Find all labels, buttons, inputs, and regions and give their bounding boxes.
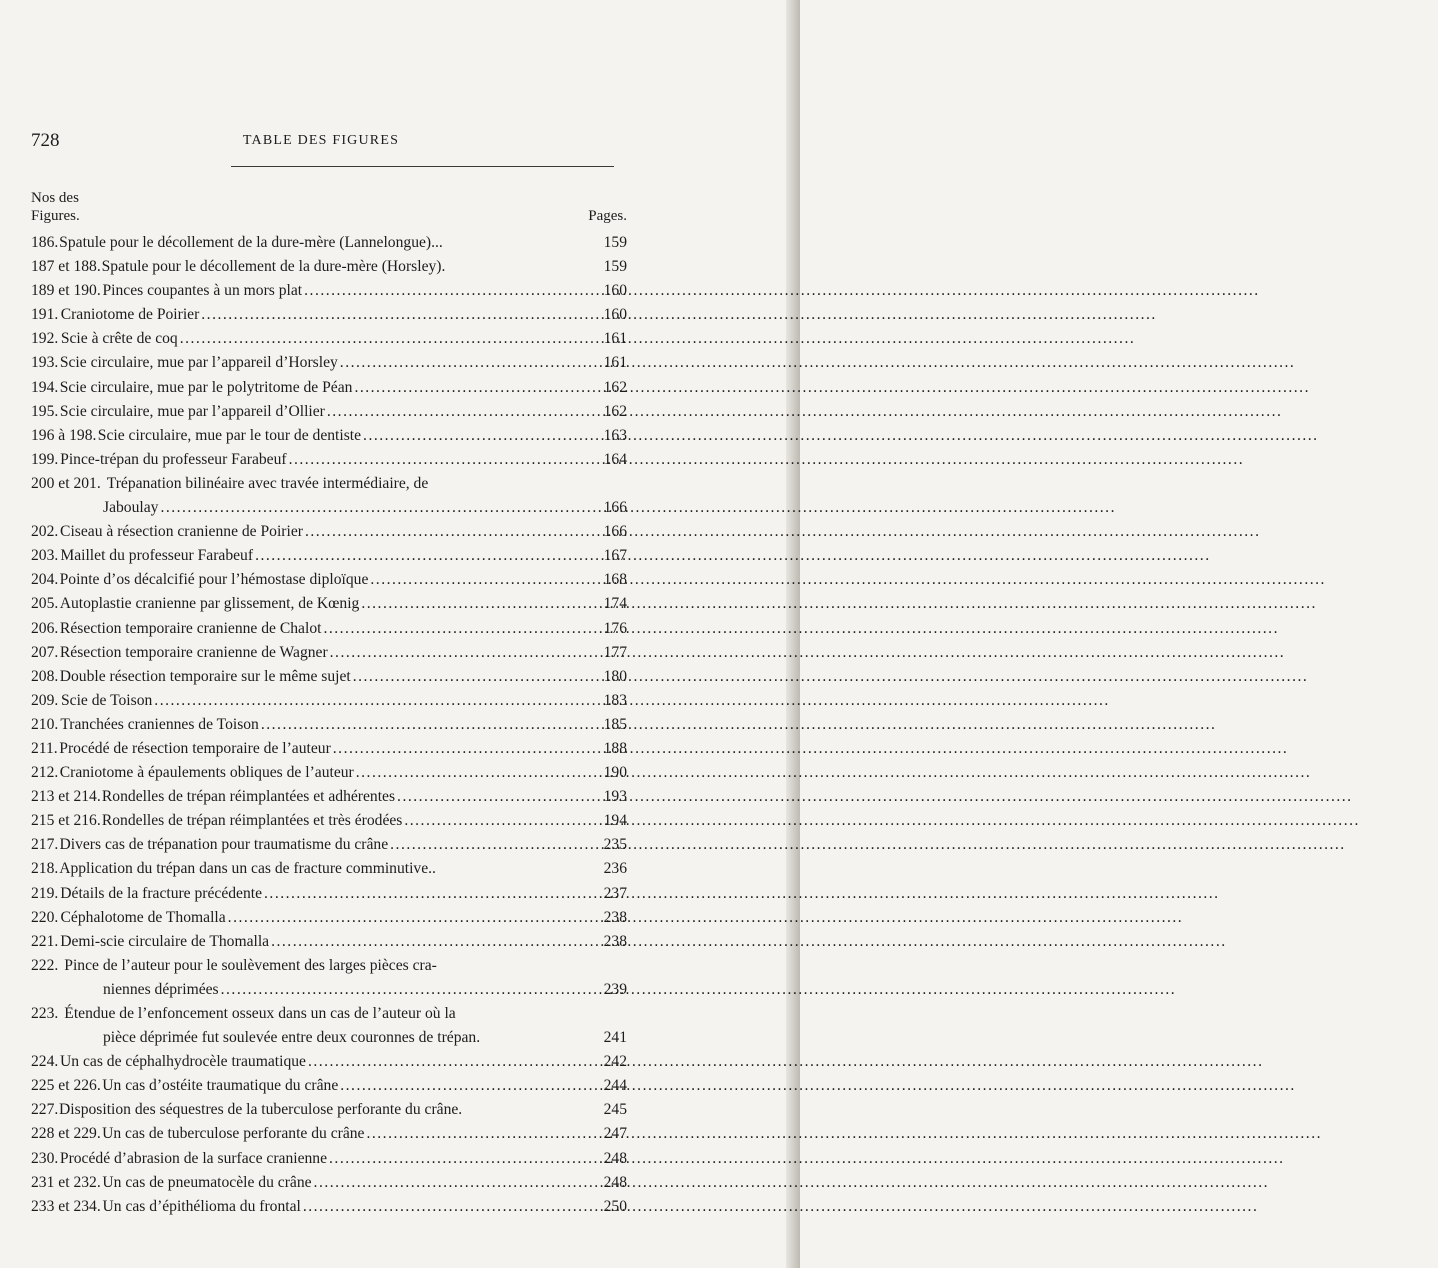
figure-caption: Craniotome à épaulements obliques de l’auteur	[59, 764, 354, 782]
dot-leaders	[180, 327, 583, 351]
figure-caption: Autoplastie cranienne par glissement, de Kœnig	[59, 595, 360, 613]
list-item	[31, 351, 627, 375]
figure-caption: Scie circulaire, mue par le polytritome de Péan	[59, 378, 353, 396]
page-reference: 177	[603, 643, 627, 661]
figure-caption: Résection temporaire cranienne de Wagner	[59, 643, 328, 661]
figure-caption: Scie circulaire, mue par le tour de dentiste	[97, 426, 362, 444]
page-reference: 248	[603, 1149, 627, 1167]
dot-leaders	[366, 1122, 583, 1146]
figure-number: 221.	[31, 932, 59, 950]
dot-leaders	[289, 448, 583, 472]
figure-caption: Un cas de pneumatocèle du crâne	[102, 1173, 312, 1191]
list-item	[31, 1098, 627, 1122]
figure-caption: Scie de Toison	[60, 691, 153, 709]
list-item	[31, 857, 627, 881]
figure-list	[31, 231, 627, 1219]
dot-leaders	[201, 303, 583, 327]
dot-leaders	[327, 400, 583, 424]
figure-caption: Étendue de l’enfoncement osseux dans un cas de l’auteur où la	[64, 1005, 456, 1022]
figure-caption: Spatule pour le décollement de la dure-mère (Lannelongue)...	[59, 234, 443, 251]
list-item	[31, 833, 627, 857]
figure-number: 204.	[31, 571, 59, 589]
figure-number: 212.	[31, 764, 59, 782]
figure-number: 219.	[31, 884, 59, 902]
list-item	[31, 809, 627, 833]
dot-leaders	[356, 761, 583, 785]
list-item	[31, 303, 627, 327]
page-reference: 163	[603, 426, 627, 444]
figure-number: 195.	[31, 402, 59, 420]
figure-number: 218.	[31, 860, 59, 878]
dot-leaders	[264, 882, 583, 906]
list-item	[31, 930, 627, 954]
page-reference: 237	[603, 884, 627, 902]
page-header	[31, 128, 611, 158]
page-reference: 159	[603, 234, 627, 251]
figure-caption: Scie à crête de coq	[60, 330, 178, 348]
list-item	[31, 713, 627, 737]
figure-caption: Un cas de céphalhydrocèle traumatique	[60, 1053, 306, 1071]
list-item	[31, 231, 627, 255]
list-item	[31, 520, 627, 544]
list-item	[31, 882, 627, 906]
page-reference: 190	[603, 764, 627, 782]
list-item	[31, 954, 627, 1002]
figure-number: 192.	[31, 330, 59, 348]
figure-caption: Procédé d’abrasion de la surface cranienne	[59, 1149, 328, 1167]
figure-caption: Jaboulay	[103, 499, 159, 517]
dot-leaders	[154, 689, 583, 713]
page-reference: 242	[603, 1053, 627, 1071]
figure-caption: niennes déprimées	[103, 980, 219, 998]
list-item	[31, 641, 627, 665]
page-reference: 162	[603, 378, 627, 396]
dot-leaders	[353, 665, 583, 689]
figure-number: 209.	[31, 691, 59, 709]
page-reference: 185	[603, 715, 627, 733]
figure-caption: Rondelles de trépan réimplantées et adhérentes	[101, 788, 396, 806]
page-reference: 160	[603, 282, 627, 300]
page-reference: 244	[603, 1077, 627, 1095]
page-reference: 245	[603, 1101, 627, 1119]
list-item	[31, 472, 627, 520]
page-reference: 183	[603, 691, 627, 709]
list-item	[31, 279, 627, 303]
page-reference: 241	[603, 1029, 627, 1047]
list-item	[31, 906, 627, 930]
dot-leaders	[404, 809, 583, 833]
figure-number: 207.	[31, 643, 59, 661]
page-reference: 159	[603, 258, 627, 276]
dot-leaders	[314, 1171, 583, 1195]
figure-caption: Disposition des séquestres de la tuberculose perforante du crâne.	[59, 1101, 463, 1119]
dot-leaders	[333, 737, 583, 761]
figure-caption: Application du trépan dans un cas de fracture comminutive..	[59, 860, 436, 878]
list-item	[31, 689, 627, 713]
figure-caption: Pointe d’os décalcifié pour l’hémostase diploïque	[59, 571, 369, 589]
figure-number: 208.	[31, 667, 59, 685]
figure-caption: Un cas d’épithélioma du frontal	[102, 1197, 301, 1215]
figure-number: 194.	[31, 378, 59, 396]
figure-caption: Un cas d’ostéite traumatique du crâne	[102, 1077, 339, 1095]
figure-number: 231 et 232.	[31, 1173, 101, 1191]
page-reference: 188	[603, 739, 627, 757]
page-reference: 174	[603, 595, 627, 613]
figure-caption: Un cas de tuberculose perforante du crâne	[102, 1125, 365, 1143]
figure-number: 186.	[31, 234, 59, 251]
list-item	[31, 568, 627, 592]
page-reference: 160	[603, 306, 627, 324]
figure-number: 227.	[31, 1101, 59, 1119]
dot-leaders	[303, 1195, 583, 1219]
figure-caption: Pinces coupantes à un mors plat	[102, 282, 303, 300]
figure-number: 220.	[31, 908, 59, 926]
figure-number: 203.	[31, 547, 59, 565]
numbers-column-label: Nos des	[31, 190, 79, 206]
page-reference: 167	[603, 547, 627, 565]
dot-leaders	[330, 641, 583, 665]
page-reference: 168	[603, 571, 627, 589]
list-item	[31, 665, 627, 689]
page-reference: 238	[603, 908, 627, 926]
list-item	[31, 1171, 627, 1195]
figure-caption: Divers cas de trépanation pour traumatisme du crâne	[59, 836, 389, 854]
page-reference: 180	[603, 667, 627, 685]
figures-column-label: Figures.	[31, 208, 80, 224]
figure-number: 228 et 229.	[31, 1125, 101, 1143]
page-reference: 248	[603, 1173, 627, 1191]
dot-leaders	[304, 279, 583, 303]
figure-caption: Tranchées craniennes de Toison	[60, 715, 259, 733]
list-item	[31, 424, 627, 448]
figure-caption: Ciseau à résection cranienne de Poirier	[60, 523, 303, 541]
figure-number: 215 et 216.	[31, 812, 101, 830]
figure-number: 206.	[31, 619, 59, 637]
dot-leaders	[361, 592, 583, 616]
list-item	[31, 376, 627, 400]
figure-caption: Craniotome de Poirier	[60, 306, 200, 324]
figure-caption: Spatule pour le décollement de la dure-mère (Horsley).	[101, 258, 446, 276]
figure-number: 205.	[31, 595, 59, 613]
figure-caption: Maillet du professeur Farabeuf	[60, 547, 254, 565]
dot-leaders	[271, 930, 583, 954]
list-item	[31, 448, 627, 472]
figure-caption: Rondelles de trépan réimplantées et très érodées	[101, 812, 403, 830]
pages-column-label: Pages.	[588, 208, 627, 224]
figure-caption: Détails de la fracture précédente	[60, 884, 263, 902]
figure-caption: Céphalotome de Thomalla	[60, 908, 226, 926]
figure-number: 222.	[31, 956, 59, 974]
figure-number: 202.	[31, 523, 59, 541]
list-item	[31, 1147, 627, 1171]
dot-leaders	[329, 1147, 583, 1171]
figure-number: 191.	[31, 306, 59, 324]
dot-leaders	[363, 424, 583, 448]
page-reference: 166	[603, 523, 627, 541]
figure-caption: pièce déprimée fut soulevée entre deux couronnes de trépan.	[103, 1029, 481, 1047]
list-item	[31, 1002, 627, 1050]
list-item	[31, 400, 627, 424]
list-item	[31, 1074, 627, 1098]
figure-number: 199.	[31, 450, 59, 468]
figure-number: 193.	[31, 354, 59, 372]
page-reference: 250	[603, 1197, 627, 1215]
dot-leaders	[354, 376, 583, 400]
list-item	[31, 544, 627, 568]
figure-number: 196 à 198.	[31, 426, 97, 444]
figure-caption: Résection temporaire cranienne de Chalot	[59, 619, 322, 637]
figure-caption: Pince-trépan du professeur Farabeuf	[60, 450, 287, 468]
figure-number: 189 et 190.	[31, 282, 101, 300]
list-item	[31, 617, 627, 641]
page-reference: 239	[603, 980, 627, 998]
figure-number: 187 et 188.	[31, 258, 101, 276]
list-item	[31, 1122, 627, 1146]
list-item	[31, 737, 627, 761]
list-item	[31, 592, 627, 616]
page-reference: 161	[603, 354, 627, 372]
page-reference: 238	[603, 932, 627, 950]
figure-caption: Scie circulaire, mue par l’appareil d’Ollier	[59, 402, 325, 420]
list-item	[31, 1050, 627, 1074]
figure-number: 210.	[31, 715, 59, 733]
dot-leaders	[323, 617, 583, 641]
page-reference: 162	[603, 402, 627, 420]
header-rule	[231, 166, 614, 167]
figure-number: 200 et 201.	[31, 474, 101, 492]
page-reference: 236	[603, 860, 627, 878]
list-item	[31, 255, 627, 279]
dot-leaders	[305, 520, 583, 544]
dot-leaders	[370, 568, 583, 592]
figure-number: 225 et 226.	[31, 1077, 101, 1095]
dot-leaders	[160, 496, 583, 520]
figure-number: 223.	[31, 1005, 59, 1022]
dot-leaders	[390, 833, 583, 857]
list-item	[31, 785, 627, 809]
figure-caption: Scie circulaire, mue par l’appareil d’Horsley	[59, 354, 338, 372]
figure-caption: Procédé de résection temporaire de l’auteur	[59, 739, 331, 757]
dot-leaders	[308, 1050, 583, 1074]
dot-leaders	[340, 1074, 583, 1098]
list-item	[31, 761, 627, 785]
page-reference: 166	[603, 499, 627, 517]
dot-leaders	[228, 906, 583, 930]
figure-number: 217.	[31, 836, 59, 854]
figure-number: 213 et 214.	[31, 788, 101, 806]
dot-leaders	[221, 978, 583, 1002]
dot-leaders	[255, 544, 583, 568]
figure-number: 230.	[31, 1149, 59, 1167]
column-headers	[31, 190, 627, 230]
page-reference: 164	[603, 450, 627, 468]
figure-number: 233 et 234.	[31, 1197, 101, 1215]
page-reference: 194	[603, 812, 627, 830]
figure-number: 211.	[31, 739, 58, 757]
figure-caption: Double résection temporaire sur le même sujet	[59, 667, 351, 685]
page-reference: 235	[603, 836, 627, 854]
dot-leaders	[397, 785, 583, 809]
page-reference: 193	[603, 788, 627, 806]
figure-caption: Demi-scie circulaire de Thomalla	[60, 932, 270, 950]
page-reference: 176	[603, 619, 627, 637]
running-title: TABLE DES FIGURES	[242, 133, 400, 148]
figure-number: 224.	[31, 1053, 59, 1071]
page-reference: 247	[603, 1125, 627, 1143]
page-reference: 161	[603, 330, 627, 348]
figure-caption: Pince de l’auteur pour le soulèvement des larges pièces cra-	[64, 956, 437, 974]
dot-leaders	[261, 713, 583, 737]
figure-caption: Trépanation bilinéaire avec travée intermédiaire, de	[106, 474, 429, 492]
list-item	[31, 1195, 627, 1219]
dot-leaders	[340, 351, 583, 375]
page-number: 728	[31, 130, 60, 151]
list-item	[31, 327, 627, 351]
